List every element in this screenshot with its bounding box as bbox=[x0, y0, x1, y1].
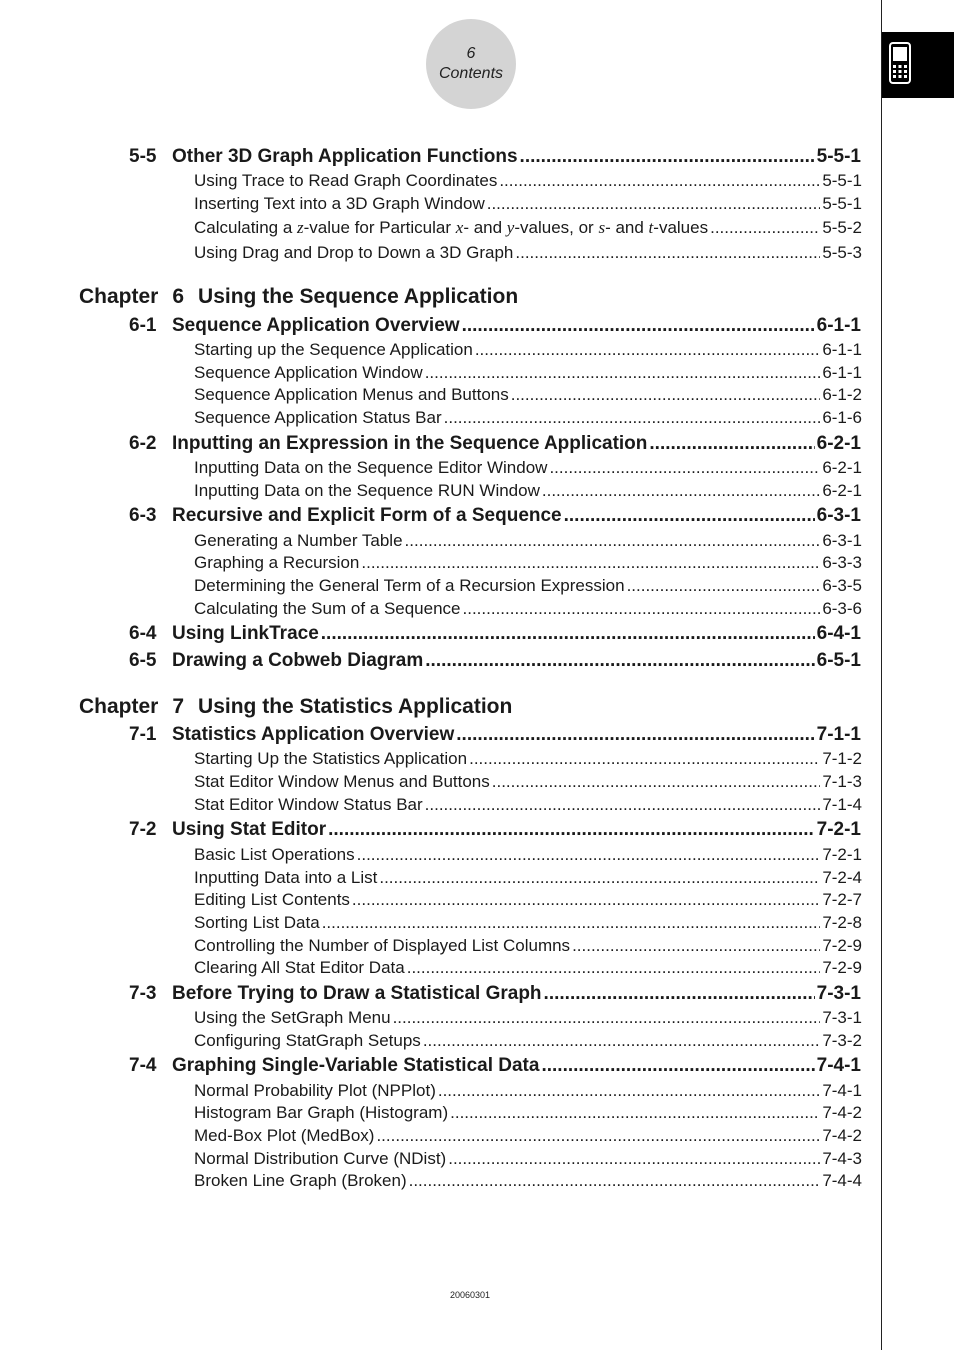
entry-text: -values, or bbox=[514, 218, 599, 237]
page-ref: 5-5-1 bbox=[816, 146, 861, 167]
leader-dots bbox=[469, 749, 820, 769]
toc-entry[interactable] bbox=[194, 1081, 862, 1103]
variable-y: y bbox=[506, 218, 515, 237]
section-title: Recursive and Explicit Form of a Sequence bbox=[172, 505, 562, 526]
entry-text: -values bbox=[653, 218, 709, 237]
chapter-word: Chapter bbox=[79, 285, 159, 308]
leader-dots bbox=[405, 531, 821, 551]
leader-dots bbox=[499, 171, 820, 191]
toc-section-6-4[interactable] bbox=[129, 623, 861, 647]
page-ref: 7-2-1 bbox=[822, 845, 862, 864]
chapter-number: 7 bbox=[172, 695, 185, 718]
toc-entry[interactable] bbox=[194, 1171, 862, 1193]
section-number: 6-4 bbox=[129, 623, 157, 644]
entry-title: Inserting Text into a 3D Graph Window bbox=[194, 194, 485, 213]
section-number: 7-3 bbox=[129, 983, 157, 1004]
section-title: Graphing Single-Variable Statistical Data bbox=[172, 1055, 540, 1076]
variable-t: t bbox=[648, 218, 654, 237]
page-ref: 6-1-1 bbox=[816, 315, 861, 336]
entry-title: Generating a Number Table bbox=[194, 531, 403, 550]
leader-dots bbox=[425, 363, 821, 383]
entry-title: Editing List Contents bbox=[194, 890, 350, 909]
toc-entry[interactable] bbox=[194, 171, 862, 193]
leader-dots bbox=[379, 868, 820, 888]
toc-entry[interactable] bbox=[194, 194, 862, 216]
section-title: Using Stat Editor bbox=[172, 819, 327, 840]
entry-title: Normal Probability Plot (NPPlot) bbox=[194, 1081, 436, 1100]
leader-dots bbox=[352, 890, 820, 910]
section-number: 7-1 bbox=[129, 724, 157, 745]
leader-dots bbox=[425, 650, 814, 672]
entry-title: Using Trace to Read Graph Coordinates bbox=[194, 171, 498, 190]
entry-title: Basic List Operations bbox=[194, 845, 355, 864]
entry-title: Graphing a Recursion bbox=[194, 553, 360, 572]
toc-entry[interactable] bbox=[194, 795, 862, 817]
toc-entry[interactable] bbox=[194, 772, 862, 794]
page-ref: 7-2-9 bbox=[822, 958, 862, 977]
page-ref: 6-1-2 bbox=[822, 385, 862, 404]
leader-dots bbox=[487, 194, 821, 214]
section-title: Inputting an Expression in the Sequence Application bbox=[172, 433, 648, 454]
section-title: Other 3D Graph Application Functions bbox=[172, 146, 518, 167]
toc-entry[interactable] bbox=[194, 243, 862, 265]
page-ref: 7-4-2 bbox=[822, 1103, 862, 1122]
section-title: Statistics Application Overview bbox=[172, 724, 455, 745]
leader-dots bbox=[627, 576, 821, 596]
toc-entry[interactable] bbox=[194, 408, 862, 430]
chapter-word: Chapter bbox=[79, 695, 159, 718]
page-ref: 6-3-1 bbox=[822, 531, 862, 550]
page-ref: 7-2-1 bbox=[816, 819, 861, 840]
page-ref: 7-1-4 bbox=[822, 795, 862, 814]
entry-title: Configuring StatGraph Setups bbox=[194, 1031, 421, 1050]
leader-dots bbox=[542, 481, 820, 501]
page-ref: 7-3-2 bbox=[822, 1031, 862, 1050]
toc-section-7-4[interactable] bbox=[129, 1055, 861, 1079]
leader-dots bbox=[549, 458, 820, 478]
entry-title: Clearing All Stat Editor Data bbox=[194, 958, 405, 977]
leader-dots bbox=[572, 936, 820, 956]
leader-dots bbox=[407, 958, 821, 978]
page-ref: 7-1-2 bbox=[822, 749, 862, 768]
page-ref: 6-3-1 bbox=[816, 505, 861, 526]
leader-dots bbox=[515, 243, 820, 263]
toc-entry[interactable] bbox=[194, 1031, 862, 1053]
toc-entry[interactable] bbox=[194, 385, 862, 407]
leader-dots bbox=[444, 408, 821, 428]
leader-dots bbox=[438, 1081, 820, 1101]
page-ref: 6-2-1 bbox=[822, 481, 862, 500]
leader-dots bbox=[463, 599, 821, 619]
toc-entry[interactable] bbox=[194, 890, 862, 912]
entry-title: Stat Editor Window Menus and Buttons bbox=[194, 772, 490, 791]
section-title: Sequence Application Overview bbox=[172, 315, 460, 336]
toc-entry[interactable] bbox=[194, 576, 862, 598]
entry-title: Using Drag and Drop to Down a 3D Graph bbox=[194, 243, 514, 262]
toc-section-7-1[interactable] bbox=[129, 724, 861, 748]
section-title: Using LinkTrace bbox=[172, 623, 319, 644]
page-ref: 7-1-1 bbox=[816, 724, 861, 745]
leader-dots bbox=[357, 845, 821, 865]
toc-entry[interactable] bbox=[194, 913, 862, 935]
entry-title: Med-Box Plot (MedBox) bbox=[194, 1126, 375, 1145]
entry-title: Starting up the Sequence Application bbox=[194, 340, 473, 359]
toc-entry[interactable] bbox=[194, 1126, 862, 1148]
entry-title: Determining the General Term of a Recursion Expression bbox=[194, 576, 625, 595]
entry-title: Sequence Application Menus and Buttons bbox=[194, 385, 509, 404]
page-ref: 6-4-1 bbox=[816, 623, 861, 644]
toc-entry[interactable] bbox=[194, 1103, 862, 1125]
page-number-badge bbox=[426, 19, 516, 109]
entry-title: Controlling the Number of Displayed List Columns bbox=[194, 936, 571, 955]
page-ref: 6-1-6 bbox=[822, 408, 862, 427]
entry-text: - and bbox=[463, 218, 507, 237]
section-number: 6-1 bbox=[129, 315, 157, 336]
chapter-title: Using the Statistics Application bbox=[198, 695, 513, 718]
toc-entry[interactable] bbox=[194, 868, 862, 890]
leader-dots bbox=[328, 819, 815, 841]
page-ref: 7-3-1 bbox=[822, 1008, 862, 1027]
toc-entry[interactable] bbox=[194, 553, 862, 575]
entry-title: Broken Line Graph (Broken) bbox=[194, 1171, 407, 1190]
toc-entry[interactable] bbox=[194, 599, 862, 621]
chapter-title: Using the Sequence Application bbox=[198, 285, 519, 308]
variable-x: x bbox=[455, 218, 464, 237]
leader-dots bbox=[541, 1055, 814, 1077]
leader-dots bbox=[376, 1126, 820, 1146]
entry-title: Starting Up the Statistics Application bbox=[194, 749, 468, 768]
toc-section-6-3[interactable] bbox=[129, 505, 861, 529]
page-ref: 5-5-1 bbox=[822, 194, 862, 213]
section-number: 7-2 bbox=[129, 819, 157, 840]
toc-entry[interactable] bbox=[194, 363, 862, 385]
entry-title: Stat Editor Window Status Bar bbox=[194, 795, 423, 814]
entry-text: -value for Particular bbox=[303, 218, 456, 237]
toc-entry[interactable] bbox=[194, 1149, 862, 1171]
footer-code: 20060301 bbox=[449, 1290, 491, 1300]
leader-dots bbox=[409, 1171, 821, 1191]
toc-entry[interactable] bbox=[194, 481, 862, 503]
toc-entry[interactable] bbox=[194, 845, 862, 867]
page-ref: 7-1-3 bbox=[822, 772, 862, 791]
toc-entry[interactable] bbox=[194, 749, 862, 771]
page-ref: 7-4-1 bbox=[816, 1055, 861, 1076]
leader-dots bbox=[393, 1008, 821, 1028]
section-title: Drawing a Cobweb Diagram bbox=[172, 650, 424, 671]
entry-title: Sorting List Data bbox=[194, 913, 320, 932]
entry-title: Inputting Data on the Sequence Editor Window bbox=[194, 458, 548, 477]
chapter-heading-7[interactable] bbox=[79, 695, 512, 719]
toc-entry[interactable] bbox=[194, 458, 862, 480]
toc-entry[interactable] bbox=[194, 340, 862, 362]
variable-s: s bbox=[598, 218, 606, 237]
page-ref: 6-3-5 bbox=[822, 576, 862, 595]
leader-dots bbox=[361, 553, 820, 573]
chapter-number: 6 bbox=[172, 285, 185, 308]
leader-dots bbox=[322, 913, 821, 933]
leader-dots bbox=[475, 340, 820, 360]
page-ref: 6-1-1 bbox=[822, 340, 862, 359]
leader-dots bbox=[564, 505, 815, 527]
page-ref: 7-4-3 bbox=[822, 1149, 862, 1168]
page-ref: 7-4-2 bbox=[822, 1126, 862, 1145]
toc-section-5-5[interactable] bbox=[129, 146, 861, 170]
entry-text: Calculating a bbox=[194, 218, 298, 237]
leader-dots bbox=[462, 315, 815, 337]
toc-entry[interactable] bbox=[194, 936, 862, 958]
margin-rule bbox=[881, 0, 882, 1350]
leader-dots bbox=[425, 795, 821, 815]
page-ref: 7-4-1 bbox=[822, 1081, 862, 1100]
leader-dots bbox=[492, 772, 821, 792]
variable-z: z bbox=[297, 218, 304, 237]
toc-section-6-2[interactable] bbox=[129, 433, 861, 457]
page-ref: 5-5-3 bbox=[822, 243, 862, 262]
toc-entry[interactable] bbox=[194, 531, 862, 553]
page-ref: 7-4-4 bbox=[822, 1171, 862, 1190]
page-label: Contents bbox=[438, 65, 504, 82]
leader-dots bbox=[520, 146, 815, 168]
page-ref: 6-3-6 bbox=[822, 599, 862, 618]
toc-entry[interactable] bbox=[194, 218, 862, 240]
page-number: 6 bbox=[466, 45, 476, 62]
section-number: 7-4 bbox=[129, 1055, 157, 1076]
leader-dots bbox=[423, 1031, 821, 1051]
leader-dots bbox=[321, 623, 815, 645]
entry-title: Normal Distribution Curve (NDist) bbox=[194, 1149, 447, 1168]
toc-section-7-2[interactable] bbox=[129, 819, 861, 843]
section-number: 6-3 bbox=[129, 505, 157, 526]
entry-title: Histogram Bar Graph (Histogram) bbox=[194, 1103, 449, 1122]
entry-title: Inputting Data on the Sequence RUN Window bbox=[194, 481, 540, 500]
page-ref: 6-1-1 bbox=[822, 363, 862, 382]
page-ref: 7-3-1 bbox=[816, 983, 861, 1004]
chapter-heading-6[interactable] bbox=[79, 285, 518, 309]
leader-dots bbox=[710, 218, 820, 238]
page-ref: 7-2-4 bbox=[822, 868, 862, 887]
entry-text: - and bbox=[605, 218, 649, 237]
page-ref: 5-5-2 bbox=[822, 218, 862, 237]
entry-title: Using the SetGraph Menu bbox=[194, 1008, 391, 1027]
page-ref: 6-2-1 bbox=[816, 433, 861, 454]
page-ref: 7-2-8 bbox=[822, 913, 862, 932]
toc-entry[interactable] bbox=[194, 1008, 862, 1030]
entry-title: Calculating the Sum of a Sequence bbox=[194, 599, 461, 618]
entry-title: Inputting Data into a List bbox=[194, 868, 378, 887]
side-tab[interactable] bbox=[882, 32, 954, 98]
toc-section-6-1[interactable] bbox=[129, 315, 861, 339]
leader-dots bbox=[450, 1103, 820, 1123]
leader-dots bbox=[448, 1149, 820, 1169]
section-number: 5-5 bbox=[129, 146, 157, 167]
section-title: Before Trying to Draw a Statistical Graph bbox=[172, 983, 542, 1004]
page-ref: 5-5-1 bbox=[822, 171, 862, 190]
leader-dots bbox=[511, 385, 821, 405]
calculator-icon bbox=[889, 42, 911, 84]
page-ref: 6-3-3 bbox=[822, 553, 862, 572]
section-number: 6-5 bbox=[129, 650, 157, 671]
entry-title: Sequence Application Status Bar bbox=[194, 408, 442, 427]
page-ref: 7-2-7 bbox=[822, 890, 862, 909]
toc-section-6-5[interactable] bbox=[129, 650, 861, 674]
leader-dots bbox=[649, 433, 814, 455]
page-ref: 7-2-9 bbox=[822, 936, 862, 955]
toc-section-7-3[interactable] bbox=[129, 983, 861, 1007]
entry-title bbox=[194, 218, 708, 238]
leader-dots bbox=[544, 983, 815, 1005]
leader-dots bbox=[456, 724, 814, 746]
toc-entry[interactable] bbox=[194, 958, 862, 980]
page-ref: 6-2-1 bbox=[822, 458, 862, 477]
entry-title: Sequence Application Window bbox=[194, 363, 423, 382]
page-ref: 6-5-1 bbox=[816, 650, 861, 671]
section-number: 6-2 bbox=[129, 433, 157, 454]
